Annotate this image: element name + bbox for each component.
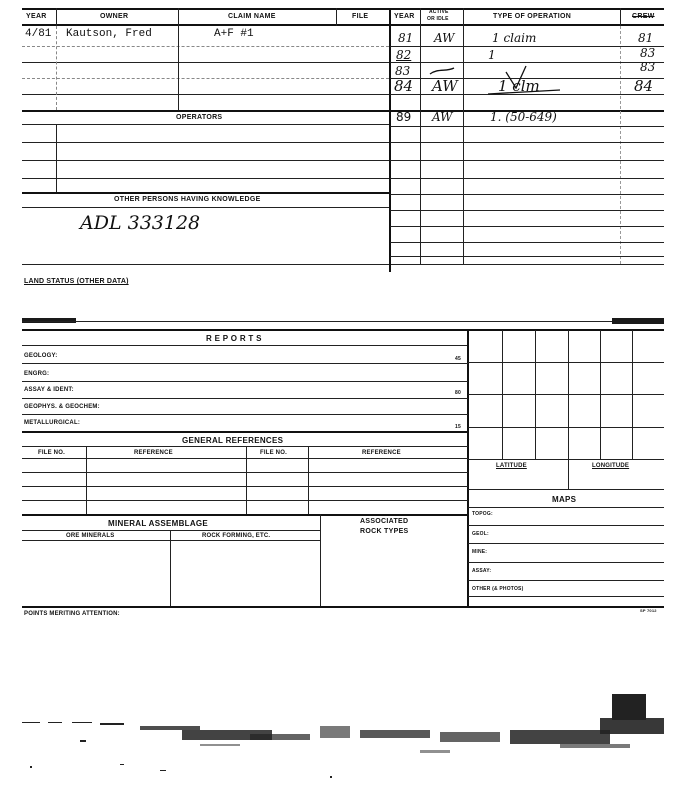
maps-assay: ASSAY: xyxy=(472,568,492,574)
maps-topog: TOPOG: xyxy=(472,511,493,517)
maps-title: MAPS xyxy=(552,495,577,504)
report-metallurgical-num: 15 xyxy=(455,424,461,430)
activity-operation: 1. (50-649) xyxy=(490,110,557,124)
report-engrg: ENGRG: xyxy=(24,371,50,377)
activity-status: AW xyxy=(434,31,455,45)
reports-title: R E P O R T S xyxy=(206,334,262,343)
claim-name: A+F #1 xyxy=(214,28,254,40)
gref-col-file-no: FILE NO. xyxy=(38,450,65,456)
maps-other: OTHER (& PHOTOS) xyxy=(472,586,524,592)
activity-crew: 83 xyxy=(640,60,656,74)
handwritten-stroke xyxy=(418,60,568,100)
points-meriting-attention: POINTS MERITING ATTENTION: xyxy=(24,611,120,617)
header-file: FILE xyxy=(352,13,369,20)
activity-year: 81 xyxy=(398,31,414,45)
maps-geol: GEOL: xyxy=(472,531,489,537)
rock-forming-label: ROCK FORMING, ETC. xyxy=(202,533,271,539)
land-status-label: LAND STATUS (OTHER DATA) xyxy=(24,278,129,285)
mineral-assemblage-title: MINERAL ASSEMBLAGE xyxy=(108,519,209,528)
ore-minerals-label: ORE MINERALS xyxy=(66,533,115,539)
gref-col-reference-2: REFERENCE xyxy=(362,450,401,456)
longitude-label: LONGITUDE xyxy=(592,463,630,469)
general-references-title: GENERAL REFERENCES xyxy=(182,436,284,445)
scan-noise xyxy=(0,690,678,790)
scan-mark xyxy=(612,318,664,324)
activity-crew: 81 xyxy=(638,31,654,45)
gref-col-reference: REFERENCE xyxy=(134,450,173,456)
activity-year: 84 xyxy=(394,77,414,95)
report-geophys: GEOPHYS. & GEOCHEM: xyxy=(24,404,100,410)
header-or-idle: OR IDLE xyxy=(427,16,449,22)
operators-label: OPERATORS xyxy=(176,114,223,121)
gref-col-file-no-2: FILE NO. xyxy=(260,450,287,456)
header-year-2: YEAR xyxy=(394,13,415,20)
report-assay: ASSAY & IDENT: xyxy=(24,387,74,393)
activity-operation: 1 claim xyxy=(492,31,537,45)
maps-mine: MINE: xyxy=(472,549,488,555)
report-geology-num: 45 xyxy=(455,356,461,362)
claim-year: 4/81 xyxy=(25,28,52,40)
header-year: YEAR xyxy=(26,13,47,20)
activity-operation: 1 clm xyxy=(498,77,540,95)
activity-crew: 83 xyxy=(640,46,656,60)
activity-operation: 1 xyxy=(488,48,496,62)
activity-year: 89 xyxy=(396,110,412,124)
activity-crew: 84 xyxy=(634,77,654,95)
rock-types-label: ROCK TYPES xyxy=(360,528,409,535)
other-persons-note: ADL 333128 xyxy=(80,212,201,234)
latitude-label: LATITUDE xyxy=(496,463,527,469)
header-active: ACTIVE xyxy=(429,9,449,15)
header-claim-name: CLAIM NAME xyxy=(228,13,276,20)
activity-status: AW xyxy=(432,110,453,124)
claim-owner: Kautson, Fred xyxy=(66,28,152,40)
header-type-of-operation: TYPE OF OPERATION xyxy=(493,13,572,20)
header-owner: OWNER xyxy=(100,13,129,20)
associated-label: ASSOCIATED xyxy=(360,518,409,525)
report-assay-num: 80 xyxy=(455,390,461,396)
activity-year: 82 xyxy=(396,48,412,62)
other-persons-label: OTHER PERSONS HAVING KNOWLEDGE xyxy=(114,196,261,203)
header-crew: CREW xyxy=(632,13,655,20)
activity-year: 83 xyxy=(395,64,411,78)
activity-status: AW xyxy=(432,77,458,95)
report-geology: GEOLOGY: xyxy=(24,353,58,359)
form-code: SP 7012 xyxy=(640,608,657,613)
report-metallurgical: METALLURGICAL: xyxy=(24,420,81,426)
